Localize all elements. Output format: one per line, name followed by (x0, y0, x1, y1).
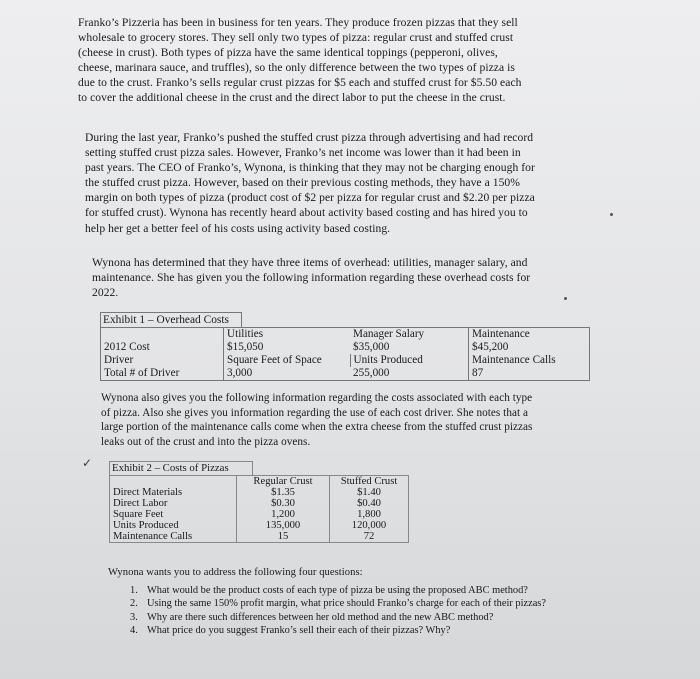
stray-dot (610, 213, 613, 216)
table-row (110, 487, 409, 498)
question-text: Why are there such differences between her old method and the new ABC method? (147, 611, 494, 623)
table-cell: $35,000 (353, 341, 390, 353)
table-row (110, 531, 409, 543)
table-cell: $15,050 (224, 341, 351, 354)
table-cell: Square Feet (113, 509, 164, 520)
questions-intro: Wynona wants you to address the following four questions: (108, 567, 363, 578)
question-text: Using the same 150% profit margin, what price should Franko’s charge for each of their pizzas? (147, 598, 546, 610)
question-number: 1. (130, 585, 138, 596)
exhibit-1-caption: Exhibit 1 – Overhead Costs (100, 312, 242, 327)
table-cell: $1.35 (237, 487, 330, 498)
overhead-paragraph: Wynona has determined that they have three items of overhead: utilities, manager salary, and maintenance. She has given you the following information regarding these overhead costs for 2022. (92, 256, 531, 300)
table-cell: Maintenance Calls (469, 354, 590, 367)
table-cell: 120,000 (330, 520, 409, 531)
table-row (110, 498, 409, 509)
table-cell: Maintenance Calls (113, 531, 193, 542)
table-cell: Units Produced (350, 354, 469, 367)
question-number: 4. (130, 625, 138, 637)
question-number: 2. (130, 598, 138, 610)
table-cell: 135,000 (237, 520, 330, 531)
table-row (110, 509, 409, 520)
table-cell: Total # of Driver (104, 367, 180, 379)
questions-list (130, 584, 570, 638)
table-cell: 1,800 (330, 509, 409, 520)
pizza-costs-table (109, 475, 409, 543)
table-header: Regular Crust (237, 476, 330, 488)
table-cell: $0.40 (330, 498, 409, 509)
table-cell: 2012 Cost (104, 341, 150, 353)
table-cell (101, 328, 224, 342)
table-cell: 3,000 (224, 367, 351, 381)
exhibit-2-caption: Exhibit 2 – Costs of Pizzas (109, 461, 253, 475)
exhibit-2-costs-of-pizzas (109, 461, 409, 543)
table-header-row (110, 476, 409, 488)
table-row (101, 354, 590, 367)
table-cell: 1,200 (237, 509, 330, 520)
background-paragraph: During the last year, Franko’s pushed the stuffed crust pizza through advertising and had record setting stuffed crust pizza sales. However, Franko’s net income was lower than it had been in past years. The CEO of Franko’s, Wynona, is thinking that they may not be charging enough for the stuffed crust pizza. However, based on their previous costing methods, they have a 150% margin on both types of pizza (product cost of $2 per pizza for regular crust and $2.20 per pizza for stuffed crust). Wynona has recently heard about activity based costing and has hired you to help her get a better feel of his costs using activity based costing. (85, 131, 535, 235)
table-cell (110, 476, 237, 488)
table-cell: 15 (237, 531, 330, 543)
list-item (130, 597, 570, 610)
exhibit-1-overhead-costs (100, 312, 590, 381)
overhead-table (100, 327, 590, 381)
table-header: Utilities (224, 328, 351, 342)
table-cell: 87 (469, 367, 590, 381)
table-cell: 72 (330, 531, 409, 543)
list-item (130, 584, 570, 597)
table-header: Manager Salary (353, 328, 425, 340)
table-cell: $45,200 (469, 341, 590, 354)
table-row (110, 520, 409, 531)
question-number: 3. (130, 611, 138, 623)
table-cell: $0.30 (237, 498, 330, 509)
table-header-row (101, 328, 590, 342)
table-cell: $1.40 (330, 487, 409, 498)
table-cell: Square Feet of Space (224, 354, 351, 367)
table-cell: Direct Materials (113, 487, 183, 498)
table-header: Stuffed Crust (330, 476, 409, 488)
question-text: What would be the product costs of each type of pizza be using the proposed ABC method? (147, 585, 528, 596)
list-item (130, 624, 570, 637)
table-cell: Units Produced (113, 520, 179, 531)
table-cell: Driver (104, 354, 134, 366)
list-item (130, 611, 570, 624)
cost-info-paragraph: Wynona also gives you the following information regarding the costs associated with each type of pizza. Also she gives you information regarding the use of each cost driver. She notes that a large portion of the maintenance calls come when the extra cheese from the stuffed crust pizzas leaks out of the crust and into the pizza ovens. (101, 392, 533, 448)
table-cell: Direct Labor (113, 498, 168, 509)
checkmark-icon: ✓ (82, 456, 93, 470)
table-cell: 255,000 (353, 367, 390, 379)
intro-paragraph: Franko’s Pizzeria has been in business for ten years. They produce frozen pizzas that they sell wholesale to grocery stores. They sell only two types of pizza: regular crust and stuffed crust (cheese in crust). Both types of pizza have the same identical toppings (pepperoni, olives, cheese, marinara sauce, and truffles), so the only difference between the two types of pizza is due to the crust. Franko’s sells regular crust pizzas for $5 each and stuffed crust for $5.50 each to cover the additional cheese in the crust and the direct labor to put the cheese in the crust. (78, 16, 522, 105)
table-row (101, 341, 590, 354)
table-row (101, 367, 590, 381)
table-header: Maintenance (469, 328, 590, 342)
stray-dot (564, 297, 567, 300)
question-text: What price do you suggest Franko’s sell their each of their pizzas? Why? (147, 625, 451, 637)
